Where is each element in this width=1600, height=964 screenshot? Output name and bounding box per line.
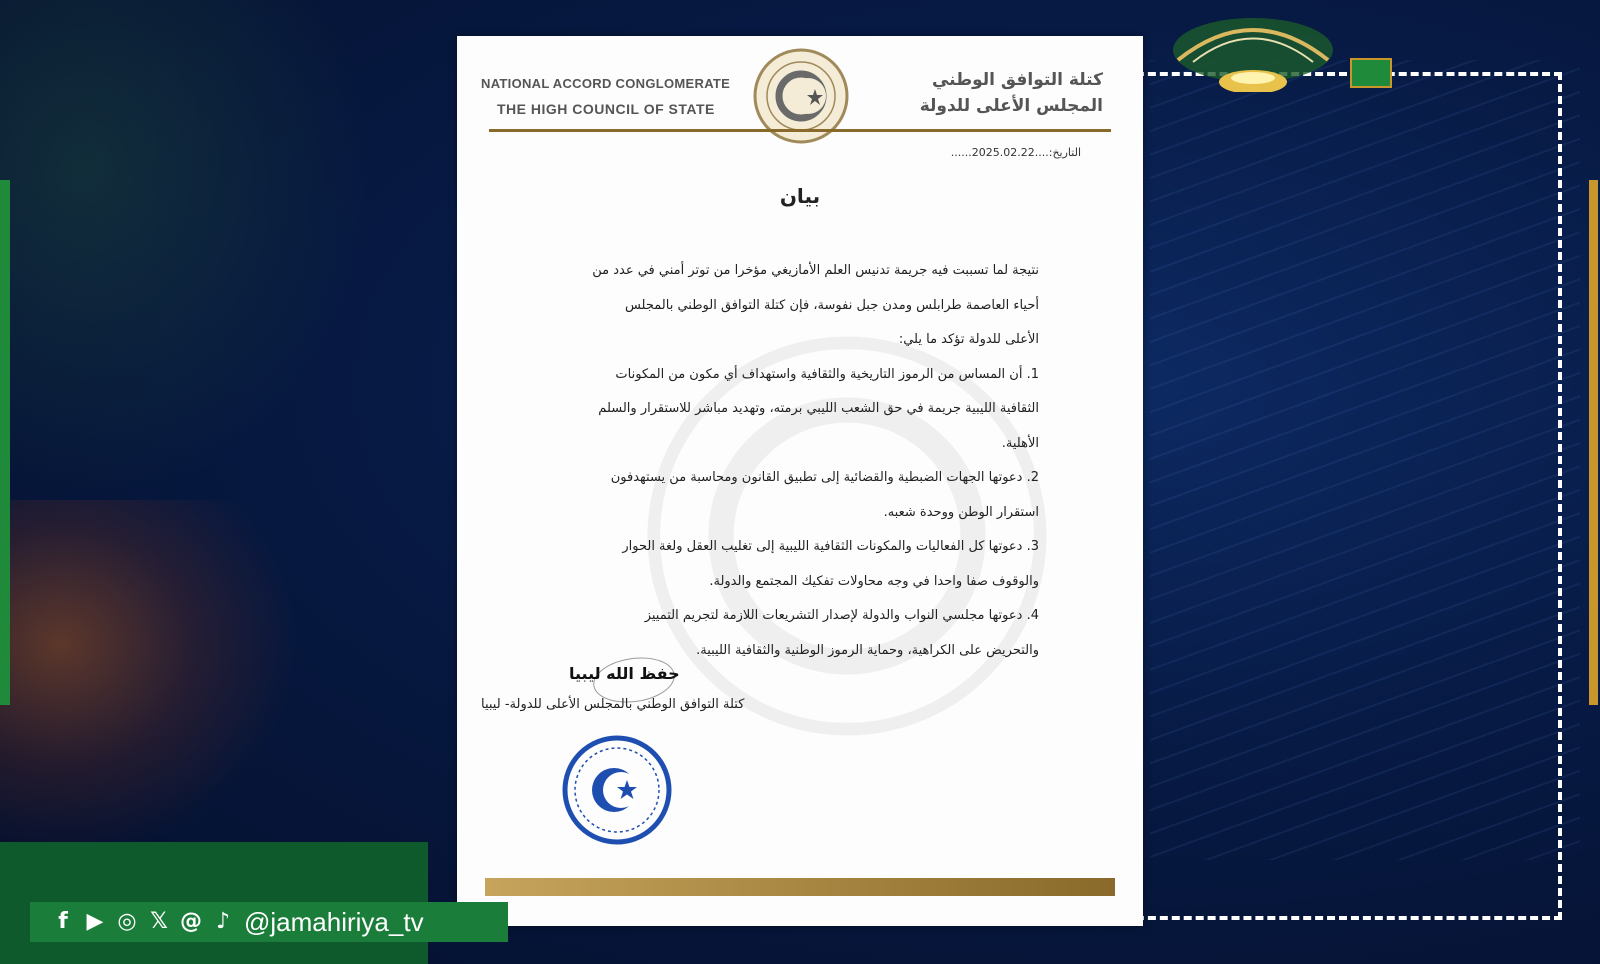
instagram-icon[interactable]: ◎ <box>117 909 137 934</box>
channel-logo <box>1168 10 1338 92</box>
paragraph-line: نتيجة لما تسببت فيه جريمة تدنيس العلم الأمازيغي مؤخرا من توتر أمني في عدد من <box>592 263 1039 278</box>
arabic-header <box>920 70 1103 116</box>
english-header <box>481 76 730 117</box>
paragraph-line: الثقافية الليبية جريمة في حق الشعب الليبي برمته، وتهديد مباشر للاستقرار والسلم <box>598 401 1039 416</box>
header-divider <box>489 129 1111 132</box>
document-footer-bar <box>485 878 1115 896</box>
background-glow <box>0 500 300 860</box>
flag-square <box>1350 58 1392 88</box>
dashed-frame <box>1124 72 1562 920</box>
paragraph-line: أحياء العاصمة طرابلس ومدن جبل نفوسة، فإن كتلة التوافق الوطني بالمجلس <box>624 297 1039 313</box>
signatory-line: كتلة التوافق الوطني بالمجلس الأعلى للدولة- ليبيا <box>481 697 745 712</box>
english-header-line2: THE HIGH COUNCIL OF STATE <box>497 101 715 117</box>
social-handles-bar[interactable] <box>30 902 508 942</box>
tiktok-icon[interactable]: ♪ <box>215 909 231 934</box>
paragraph-line: الأعلى للدولة تؤكد ما يلي: <box>898 332 1039 347</box>
left-accent-bar <box>0 180 10 705</box>
paragraph-line: والتحريض على الكراهية، وحماية الرموز الوطنية والثقافية الليبية. <box>696 642 1039 658</box>
youtube-icon[interactable]: ▶ <box>86 909 104 934</box>
right-accent-bar <box>1589 180 1598 705</box>
x-icon[interactable]: 𝕏 <box>150 909 168 934</box>
paragraph-line: 3. دعوتها كل الفعاليات والمكونات الثقافية الليبية إلى تغليب العقل ولغة الحوار <box>622 539 1039 554</box>
document-title: بيان <box>779 184 821 208</box>
social-handle[interactable]: @jamahiriya_tv <box>244 906 424 937</box>
english-header-line1: NATIONAL ACCORD CONGLOMERATE <box>481 76 731 91</box>
arabic-header-line2: المجلس الأعلى للدولة <box>919 96 1103 116</box>
threads-icon[interactable]: @ <box>180 909 202 934</box>
paragraph-line: 2. دعوتها الجهات الضبطية والقضائية إلى تطبيق القانون ومحاسبة من يستهدفون <box>610 470 1039 485</box>
document-date: التاريخ:....2025.02.22...... <box>950 146 1081 159</box>
paragraph-line: 4. دعوتها مجلسي النواب والدولة لإصدار التشريعات اللازمة لتجريم التمييز <box>644 608 1039 623</box>
blue-stamp-seal <box>561 734 673 846</box>
arabic-header-line1: كتلة التوافق الوطني <box>931 70 1103 90</box>
statement-document <box>457 36 1143 926</box>
closing-line: حفظ الله ليبيا <box>569 664 680 683</box>
paragraph-line: الأهلية. <box>1001 435 1039 451</box>
background-swirl <box>0 0 420 560</box>
paragraph-line: استقرار الوطن ووحدة شعبه. <box>883 504 1039 520</box>
facebook-icon[interactable]: f <box>58 909 68 934</box>
paragraph-line: 1. أن المساس من الرموز التاريخية والثقافية واستهداف أي مكون من المكونات <box>615 366 1039 382</box>
paragraph-line: والوقوف صفا واحدا في وجه محاولات تفكيك المجتمع والدولة. <box>709 573 1039 589</box>
statement-body <box>559 254 1039 668</box>
